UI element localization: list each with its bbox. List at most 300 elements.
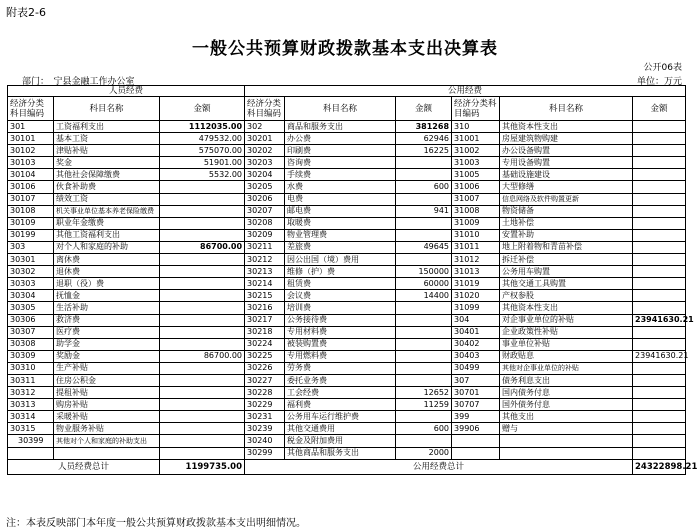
cell-name: 租赁费 (285, 278, 396, 290)
cell-amount: 14400 (396, 290, 452, 302)
cell-amount (633, 435, 686, 447)
cell-code: 30403 (452, 350, 500, 362)
cell-amount (633, 157, 686, 169)
cell-name: 国内债务付息 (500, 387, 633, 399)
cell-amount (633, 423, 686, 435)
cell-amount (160, 435, 245, 447)
table-row (8, 133, 686, 145)
cell-code (452, 435, 500, 447)
cell-code: 30240 (245, 435, 285, 447)
cell-name: 其他交通费用 (285, 423, 396, 435)
cell-name: 生活补助 (54, 302, 160, 314)
cell-code: 31001 (452, 133, 500, 145)
cell-amount: 2000 (396, 447, 452, 459)
cell-amount: 1112035.00 (160, 121, 245, 133)
cell-code: 30231 (245, 411, 285, 423)
table-row (8, 350, 686, 362)
cell-code: 31003 (452, 157, 500, 169)
cell-amount (633, 338, 686, 350)
cell-code (8, 447, 54, 459)
cell-amount (160, 399, 245, 411)
table-row (8, 254, 686, 266)
cell-code: 31011 (452, 241, 500, 253)
cell-code: 31008 (452, 205, 500, 217)
cell-amount (160, 266, 245, 278)
cell-code: 30307 (8, 326, 54, 338)
personnel-total-value: 1199735.00 (160, 459, 245, 474)
expenditure-table (7, 85, 697, 475)
cell-amount (396, 326, 452, 338)
table-row (8, 193, 686, 205)
table-row (8, 326, 686, 338)
table-row (8, 278, 686, 290)
cell-amount (396, 435, 452, 447)
cell-amount (633, 362, 686, 374)
cell-code: 30312 (8, 387, 54, 399)
col-code-2: 经济分类科目编码 (245, 97, 285, 121)
cell-name: 其他对企事业单位的补贴 (500, 362, 633, 374)
cell-code: 30109 (8, 217, 54, 229)
cell-name: 助学金 (54, 338, 160, 350)
col-amount-3: 金额 (633, 97, 686, 121)
cell-name: 土地补偿 (500, 217, 633, 229)
cell-name: 奖励金 (54, 350, 160, 362)
group-personnel: 人员经费 (8, 86, 245, 97)
cell-amount: 49645 (396, 241, 452, 253)
cell-amount (633, 447, 686, 459)
cell-amount (396, 338, 452, 350)
cell-amount (396, 193, 452, 205)
cell-name: 企业政策性补贴 (500, 326, 633, 338)
cell-name: 咨询费 (285, 157, 396, 169)
cell-name: 被装购置费 (285, 338, 396, 350)
cell-code: 30239 (245, 423, 285, 435)
cell-name: 工会经费 (285, 387, 396, 399)
cell-amount (633, 217, 686, 229)
cell-code: 303 (8, 241, 54, 253)
cell-amount: 62946 (396, 133, 452, 145)
cell-code: 30215 (245, 290, 285, 302)
cell-code: 31020 (452, 290, 500, 302)
cell-code: 30211 (245, 241, 285, 253)
cell-name: 办公费 (285, 133, 396, 145)
cell-name: 培训费 (285, 302, 396, 314)
cell-name: 福利费 (285, 399, 396, 411)
table-row (8, 338, 686, 350)
cell-code: 30214 (245, 278, 285, 290)
cell-amount (633, 121, 686, 133)
cell-name: 财政贴息 (500, 350, 633, 362)
cell-code: 30213 (245, 266, 285, 278)
cell-name: 绩效工资 (54, 193, 160, 205)
cell-name: 差旅费 (285, 241, 396, 253)
cell-code: 30299 (245, 447, 285, 459)
cell-code: 31007 (452, 193, 500, 205)
cell-amount: 12652 (396, 387, 452, 399)
cell-amount: 86700.00 (160, 350, 245, 362)
cell-name: 水费 (285, 181, 396, 193)
table-row (8, 145, 686, 157)
table-row (8, 205, 686, 217)
cell-code: 301 (8, 121, 54, 133)
cell-name: 其他支出 (500, 411, 633, 423)
table-row (8, 314, 686, 326)
column-header-row (8, 97, 686, 121)
table-row (8, 411, 686, 423)
attachment-label: 附表2-6 (6, 6, 46, 19)
cell-amount: 60000 (396, 278, 452, 290)
cell-name: 公务用车购置 (500, 266, 633, 278)
cell-amount (633, 326, 686, 338)
cell-name: 委托业务费 (285, 374, 396, 386)
cell-amount (633, 290, 686, 302)
form-code: 公开06表 (643, 63, 682, 73)
cell-amount (633, 266, 686, 278)
cell-code: 30308 (8, 338, 54, 350)
cell-name: 产权参股 (500, 290, 633, 302)
cell-amount (396, 302, 452, 314)
cell-amount (160, 205, 245, 217)
cell-amount (396, 157, 452, 169)
table-row (8, 362, 686, 374)
cell-code: 307 (452, 374, 500, 386)
cell-code: 39906 (452, 423, 500, 435)
cell-code: 30399 (8, 435, 54, 447)
cell-code: 31019 (452, 278, 500, 290)
cell-code: 30401 (452, 326, 500, 338)
cell-code: 310 (452, 121, 500, 133)
cell-name: 手续费 (285, 169, 396, 181)
cell-code: 30499 (452, 362, 500, 374)
cell-code: 30304 (8, 290, 54, 302)
cell-code: 30227 (245, 374, 285, 386)
page-title: 一般公共预算财政拨款基本支出决算表 (192, 39, 498, 59)
cell-name: 取暖费 (285, 217, 396, 229)
cell-name: 退职（役）费 (54, 278, 160, 290)
cell-name: 其他社会保障缴费 (54, 169, 160, 181)
cell-name: 电费 (285, 193, 396, 205)
col-amount-1: 金额 (160, 97, 245, 121)
cell-amount (160, 411, 245, 423)
cell-amount (160, 229, 245, 241)
cell-code: 30207 (245, 205, 285, 217)
cell-name (500, 447, 633, 459)
cell-amount: 86700.00 (160, 241, 245, 253)
footer-note: 注：本表反映部门本年度一般公共预算财政拨款基本支出明细情况。 (6, 518, 306, 529)
cell-amount (633, 387, 686, 399)
cell-name: 办公设备购置 (500, 145, 633, 157)
cell-name: 劳务费 (285, 362, 396, 374)
group-public: 公用经费 (245, 86, 686, 97)
cell-name: 维修（护）费 (285, 266, 396, 278)
cell-name: 事业单位补贴 (500, 338, 633, 350)
table-row (8, 387, 686, 399)
cell-name: 其他对个人和家庭的补助支出 (54, 435, 160, 447)
cell-name: 抚恤金 (54, 290, 160, 302)
cell-amount (160, 362, 245, 374)
cell-name: 生产补贴 (54, 362, 160, 374)
cell-name: 工资福利支出 (54, 121, 160, 133)
table-row (8, 423, 686, 435)
table-row (8, 302, 686, 314)
cell-name: 其他商品和服务支出 (285, 447, 396, 459)
cell-name: 津贴补贴 (54, 145, 160, 157)
cell-name: 信息网络及软件购置更新 (500, 193, 633, 205)
cell-amount (633, 302, 686, 314)
cell-code: 30313 (8, 399, 54, 411)
cell-name: 职业年金缴费 (54, 217, 160, 229)
table-row (8, 181, 686, 193)
cell-amount (633, 169, 686, 181)
cell-name (54, 447, 160, 459)
cell-name: 奖金 (54, 157, 160, 169)
cell-name: 购房补贴 (54, 399, 160, 411)
cell-code: 30107 (8, 193, 54, 205)
table-row (8, 169, 686, 181)
cell-code: 30205 (245, 181, 285, 193)
cell-amount (396, 229, 452, 241)
cell-name: 基本工资 (54, 133, 160, 145)
cell-amount: 150000 (396, 266, 452, 278)
cell-name: 税金及附加费用 (285, 435, 396, 447)
cell-code: 30305 (8, 302, 54, 314)
cell-amount (160, 447, 245, 459)
cell-code: 30216 (245, 302, 285, 314)
cell-name: 邮电费 (285, 205, 396, 217)
cell-name: 大型修缮 (500, 181, 633, 193)
cell-code: 30226 (245, 362, 285, 374)
cell-amount: 11259 (396, 399, 452, 411)
cell-amount (396, 217, 452, 229)
cell-amount (160, 193, 245, 205)
cell-amount (396, 411, 452, 423)
col-amount-2: 金额 (396, 97, 452, 121)
cell-name: 安置补助 (500, 229, 633, 241)
totals-row (8, 459, 686, 474)
department-label: 部门： 宁县金融工作办公室 (22, 77, 135, 87)
cell-amount (160, 387, 245, 399)
cell-amount (160, 254, 245, 266)
table-row (8, 229, 686, 241)
cell-amount (633, 241, 686, 253)
cell-code: 31006 (452, 181, 500, 193)
cell-code: 30199 (8, 229, 54, 241)
cell-name: 印刷费 (285, 145, 396, 157)
cell-code: 30402 (452, 338, 500, 350)
col-name-2: 科目名称 (285, 97, 396, 121)
cell-amount: 941 (396, 205, 452, 217)
cell-name: 专用材料费 (285, 326, 396, 338)
cell-code: 30104 (8, 169, 54, 181)
cell-code: 30303 (8, 278, 54, 290)
personnel-total-label: 人员经费总计 (8, 459, 160, 474)
cell-code: 30101 (8, 133, 54, 145)
cell-amount: 23941630.21 (633, 350, 686, 362)
cell-code: 31010 (452, 229, 500, 241)
cell-name (500, 435, 633, 447)
cell-name: 采暖补贴 (54, 411, 160, 423)
cell-amount (160, 290, 245, 302)
public-total-label: 公用经费总计 (245, 459, 633, 474)
table-row (8, 121, 686, 133)
table-row (8, 241, 686, 253)
unit-label: 单位：万元 (636, 77, 682, 87)
cell-name: 物业管理费 (285, 229, 396, 241)
cell-name: 债务利息支出 (500, 374, 633, 386)
table-row (8, 374, 686, 386)
cell-amount (396, 374, 452, 386)
cell-code: 31013 (452, 266, 500, 278)
cell-code: 302 (245, 121, 285, 133)
cell-name: 赠与 (500, 423, 633, 435)
cell-name: 医疗费 (54, 326, 160, 338)
cell-name: 地上附着物和青苗补偿 (500, 241, 633, 253)
cell-code: 30204 (245, 169, 285, 181)
cell-amount: 5532.00 (160, 169, 245, 181)
cell-amount (160, 181, 245, 193)
table-row (8, 435, 686, 447)
cell-code (452, 447, 500, 459)
cell-code: 30208 (245, 217, 285, 229)
cell-amount: 600 (396, 181, 452, 193)
cell-code: 30106 (8, 181, 54, 193)
cell-name: 拆迁补偿 (500, 254, 633, 266)
cell-code: 30310 (8, 362, 54, 374)
cell-amount (633, 193, 686, 205)
table-row (8, 399, 686, 411)
col-name-1: 科目名称 (54, 97, 160, 121)
cell-name: 离休费 (54, 254, 160, 266)
cell-amount (160, 314, 245, 326)
cell-amount (160, 302, 245, 314)
cell-code: 30103 (8, 157, 54, 169)
cell-name: 物资储备 (500, 205, 633, 217)
cell-amount (396, 350, 452, 362)
cell-name: 基础设施建设 (500, 169, 633, 181)
cell-code: 30218 (245, 326, 285, 338)
public-total-value: 24322898.21 (633, 459, 686, 474)
cell-amount (633, 145, 686, 157)
cell-code: 30302 (8, 266, 54, 278)
cell-amount (396, 362, 452, 374)
cell-name: 对企事业单位的补贴 (500, 314, 633, 326)
table-row (8, 447, 686, 459)
cell-amount (633, 133, 686, 145)
cell-name: 机关事业单位基本养老保险缴费 (54, 205, 160, 217)
cell-amount: 16225 (396, 145, 452, 157)
cell-code: 30228 (245, 387, 285, 399)
cell-code: 31002 (452, 145, 500, 157)
col-code-1: 经济分类科目编码 (8, 97, 54, 121)
cell-code: 30225 (245, 350, 285, 362)
cell-code: 30102 (8, 145, 54, 157)
cell-code: 30201 (245, 133, 285, 145)
cell-code: 31009 (452, 217, 500, 229)
cell-amount (633, 278, 686, 290)
cell-amount (633, 205, 686, 217)
cell-amount (633, 254, 686, 266)
cell-name: 其他工资福利支出 (54, 229, 160, 241)
cell-name: 专用燃料费 (285, 350, 396, 362)
group-header-row (8, 86, 686, 97)
cell-name: 物业服务补贴 (54, 423, 160, 435)
cell-code: 30314 (8, 411, 54, 423)
cell-code: 30306 (8, 314, 54, 326)
table-row (8, 290, 686, 302)
cell-name: 国外债务付息 (500, 399, 633, 411)
cell-amount: 51901.00 (160, 157, 245, 169)
col-code-3: 经济分类科目编码 (452, 97, 500, 121)
cell-code: 30202 (245, 145, 285, 157)
table-row (8, 157, 686, 169)
cell-name: 对个人和家庭的补助 (54, 241, 160, 253)
cell-name: 专用设备购置 (500, 157, 633, 169)
cell-amount (396, 169, 452, 181)
cell-code: 30209 (245, 229, 285, 241)
cell-code: 30206 (245, 193, 285, 205)
cell-code: 30315 (8, 423, 54, 435)
cell-code: 30224 (245, 338, 285, 350)
cell-code: 30701 (452, 387, 500, 399)
cell-name: 会议费 (285, 290, 396, 302)
cell-name: 其他交通工具购置 (500, 278, 633, 290)
cell-code: 30229 (245, 399, 285, 411)
cell-amount: 381268 (396, 121, 452, 133)
cell-code: 30108 (8, 205, 54, 217)
cell-name: 救济费 (54, 314, 160, 326)
cell-amount (160, 278, 245, 290)
cell-amount (160, 217, 245, 229)
cell-amount (633, 374, 686, 386)
cell-name: 伙食补助费 (54, 181, 160, 193)
cell-code: 30311 (8, 374, 54, 386)
cell-amount (633, 399, 686, 411)
cell-amount: 575070.00 (160, 145, 245, 157)
cell-amount (633, 229, 686, 241)
cell-code: 30212 (245, 254, 285, 266)
cell-code: 31012 (452, 254, 500, 266)
cell-code: 30203 (245, 157, 285, 169)
cell-amount (160, 326, 245, 338)
cell-amount (396, 254, 452, 266)
cell-code: 31005 (452, 169, 500, 181)
cell-amount: 479532.00 (160, 133, 245, 145)
cell-name: 住房公积金 (54, 374, 160, 386)
cell-code: 30217 (245, 314, 285, 326)
cell-amount (633, 411, 686, 423)
cell-name: 提租补贴 (54, 387, 160, 399)
cell-name: 商品和服务支出 (285, 121, 396, 133)
cell-code: 30301 (8, 254, 54, 266)
cell-amount (160, 423, 245, 435)
cell-amount (633, 181, 686, 193)
cell-name: 房屋建筑物购建 (500, 133, 633, 145)
cell-amount (396, 314, 452, 326)
cell-code: 304 (452, 314, 500, 326)
table-row (8, 217, 686, 229)
cell-name: 因公出国（境）费用 (285, 254, 396, 266)
cell-name: 公务接待费 (285, 314, 396, 326)
cell-name: 公务用车运行维护费 (285, 411, 396, 423)
cell-name: 退休费 (54, 266, 160, 278)
cell-amount (160, 374, 245, 386)
cell-amount: 600 (396, 423, 452, 435)
cell-code: 399 (452, 411, 500, 423)
col-name-3: 科目名称 (500, 97, 633, 121)
cell-code: 30707 (452, 399, 500, 411)
cell-amount (160, 338, 245, 350)
cell-code: 30309 (8, 350, 54, 362)
